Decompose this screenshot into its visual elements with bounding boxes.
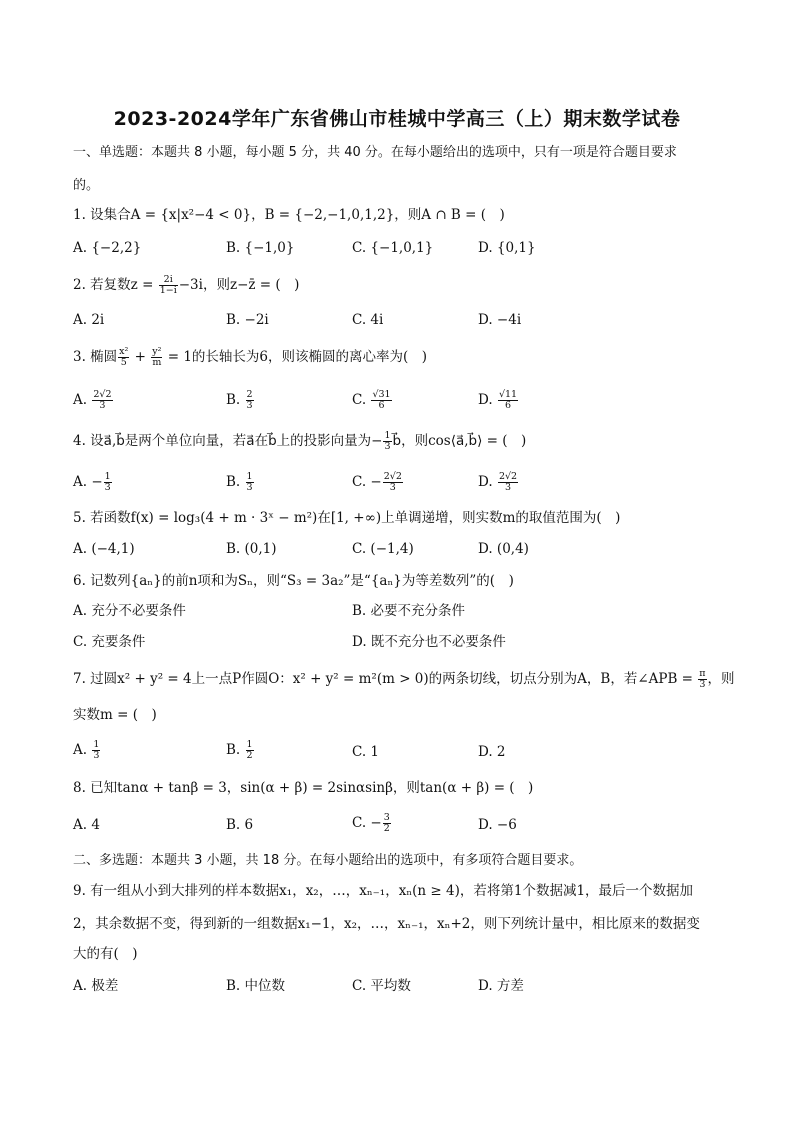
q3-option-c-num: √31 xyxy=(372,389,391,400)
q4-option-b-label: B. xyxy=(226,474,241,490)
q5-option-c: C. (−1,4) xyxy=(352,541,414,557)
section2-heading: 二、多选题：本题共 3 小题，共 18 分。在每小题给出的选项中，有多项符合题目要求。 xyxy=(73,853,583,868)
q3-stem-a: 3. 椭圆 xyxy=(73,349,118,365)
q5-stem: 5. 若函数f(x) = log₃(4 + m · 3ˣ − m²)在[1, +∞)上单调递增，则实数m的取值范围为( ) xyxy=(73,510,621,526)
q8-option-b: B. 6 xyxy=(226,817,254,833)
q8-option-d: D. −6 xyxy=(478,817,517,833)
q8-option-a: A. 4 xyxy=(73,817,100,833)
q1-option-c: C. {−1,0,1} xyxy=(352,240,434,256)
q7-stem-a: 7. 过圆x² + y² = 4上一点P作圆O：x² + y² = m²(m > 0)的两条切线，切点分别为A，B，若∠APB = xyxy=(73,671,698,687)
section1-heading-cont: 的。 xyxy=(73,178,100,193)
q4-option-b xyxy=(226,472,255,493)
q2-option-d: D. −4i xyxy=(478,312,522,328)
q8-option-c-label: C. − xyxy=(352,815,382,831)
q3-stem-b: = 1的长轴长为6，则该椭圆的离心率为( ) xyxy=(163,349,428,365)
q1-stem: 1. 设集合A = {x|x²−4 < 0}，B = {−2,−1,0,1,2}，则A ∩ B = ( ) xyxy=(73,207,505,223)
q3-option-c-frac xyxy=(371,390,391,411)
q7-option-b-den: 2 xyxy=(246,750,253,761)
q4-frac-num: 1 xyxy=(384,430,391,441)
q4-option-c-label: C. − xyxy=(352,474,382,490)
q7-option-b-frac xyxy=(246,740,254,761)
q5-option-d: D. (0,4) xyxy=(478,541,529,557)
q3-option-c-label: C. xyxy=(352,392,367,408)
q4-option-d-den: 3 xyxy=(504,482,512,493)
q4-option-b-num: 1 xyxy=(246,471,253,482)
q6-stem: 6. 记数列{aₙ}的前n项和为Sₙ，则“S₃ = 3a₂”是“{aₙ}为等差数列”的( ) xyxy=(73,573,514,589)
q5-option-b: B. (0,1) xyxy=(226,541,277,557)
q9-option-a: A. 极差 xyxy=(73,978,119,994)
q7-option-a-frac xyxy=(92,740,100,761)
q9-stem-line2: 2，其余数据不变，得到新的一组数据x₁−1，x₂，…，xₙ₋₁，xₙ+2，则下列统计量中，相比原来的数据变 xyxy=(73,916,700,932)
q6-option-d: D. 既不充分也不必要条件 xyxy=(352,634,506,650)
q7-option-a-den: 3 xyxy=(93,750,100,761)
q3-option-a-label: A. xyxy=(73,392,88,408)
q2-option-a: A. 2i xyxy=(73,312,105,328)
q4-stem-b: b⃗，则cos⟨a⃗,b⃗⟩ = ( ) xyxy=(392,433,527,449)
q5-option-a: A. (−4,1) xyxy=(73,541,135,557)
q6-option-a: A. 充分不必要条件 xyxy=(73,603,186,619)
q8-option-c-den: 2 xyxy=(383,823,390,834)
q7-option-b-label: B. xyxy=(226,742,241,758)
q8-option-c-frac xyxy=(383,813,391,834)
q1-option-b: B. {−1,0} xyxy=(226,240,295,256)
q3-option-b-num: 2 xyxy=(246,389,253,400)
q4-option-a-frac xyxy=(104,472,112,493)
q9-stem-line1: 9. 有一组从小到大排列的样本数据x₁，x₂，…，xₙ₋₁，xₙ(n ≥ 4)，若将第1个数据减1，最后一个数据加 xyxy=(73,883,694,899)
q3-plus: + xyxy=(130,349,151,365)
q3-stem xyxy=(73,347,427,368)
q7-frac-num: π xyxy=(699,668,706,679)
q4-option-b-frac xyxy=(246,472,254,493)
q7-option-a-label: A. xyxy=(73,742,88,758)
q3-option-a-frac xyxy=(92,390,112,411)
q4-frac-den: 3 xyxy=(384,441,391,452)
q7-fraction xyxy=(698,669,706,690)
q1-option-a: A. {−2,2} xyxy=(73,240,142,256)
q6-option-b: B. 必要不充分条件 xyxy=(352,603,466,619)
q7-option-a-num: 1 xyxy=(93,739,100,750)
q8-option-c-num: 3 xyxy=(383,812,390,823)
q3-option-d xyxy=(478,390,519,411)
q4-option-a-num: 1 xyxy=(104,471,111,482)
q3-option-c xyxy=(352,390,393,411)
q3-option-a-num: 2√2 xyxy=(93,389,112,400)
q3-option-b-frac xyxy=(246,390,254,411)
q9-option-b: B. 中位数 xyxy=(226,978,286,994)
q7-option-c: C. 1 xyxy=(352,744,380,760)
q3-option-c-den: 6 xyxy=(378,400,385,411)
q4-option-b-den: 3 xyxy=(246,482,253,493)
q7-stem-b: ，则 xyxy=(707,671,735,687)
q4-option-a xyxy=(73,472,113,493)
q2-fraction xyxy=(159,275,178,296)
q4-stem xyxy=(73,431,526,452)
q6-option-c: C. 充要条件 xyxy=(73,634,146,650)
q3-option-b xyxy=(226,390,255,411)
q4-option-d xyxy=(478,472,519,493)
q3-f1-num: x² xyxy=(119,346,129,357)
q3-fraction-x xyxy=(118,347,129,368)
q4-option-a-label: A. − xyxy=(73,474,103,490)
q2-stem xyxy=(73,275,299,296)
q3-option-a xyxy=(73,390,114,411)
q4-option-d-num: 2√2 xyxy=(498,471,518,482)
q4-option-c-den: 3 xyxy=(389,482,396,493)
page-title: 2023-2024学年广东省佛山市桂城中学高三（上）期末数学试卷 xyxy=(113,108,681,130)
q9-option-c: C. 平均数 xyxy=(352,978,411,994)
q7-option-a xyxy=(73,740,101,761)
q4-stem-a: 4. 设a⃗,b⃗是两个单位向量，若a⃗在b⃗上的投影向量为− xyxy=(73,433,383,449)
q8-option-c xyxy=(352,813,392,834)
q4-option-c-frac xyxy=(383,472,403,493)
q3-option-b-den: 3 xyxy=(246,400,253,411)
q3-option-d-frac xyxy=(498,390,518,411)
q4-option-d-frac xyxy=(498,472,518,493)
q7-option-d: D. 2 xyxy=(478,744,506,760)
q7-stem-cont: 实数m = ( ) xyxy=(73,707,157,723)
q3-fraction-y xyxy=(151,347,162,368)
q4-option-a-den: 3 xyxy=(104,482,111,493)
q2-option-c: C. 4i xyxy=(352,312,384,328)
q9-stem-line3: 大的有( ) xyxy=(73,946,138,962)
q7-frac-den: 3 xyxy=(699,679,706,690)
section1-heading: 一、单选题：本题共 8 小题，每小题 5 分，共 40 分。在每小题给出的选项中，只有一项是符合题目要求 xyxy=(73,145,677,160)
q4-option-c-num: 2√2 xyxy=(383,471,402,482)
q7-stem xyxy=(73,669,735,690)
q3-option-d-num: √11 xyxy=(498,389,518,400)
q2-frac-num: 2i xyxy=(159,275,178,286)
q3-option-b-label: B. xyxy=(226,392,241,408)
q2-stem-b: −3i，则z−z̄ = ( ) xyxy=(178,277,300,293)
q9-option-d: D. 方差 xyxy=(478,978,524,994)
q4-option-d-label: D. xyxy=(478,474,493,490)
q2-stem-a: 2. 若复数z = xyxy=(73,277,158,293)
q3-f2-num: y² xyxy=(152,346,162,357)
q7-option-b xyxy=(226,740,255,761)
q3-option-a-den: 3 xyxy=(99,400,106,411)
q7-option-b-num: 1 xyxy=(246,739,253,750)
q3-f1-den: 5 xyxy=(120,357,127,368)
q4-fraction xyxy=(383,431,391,452)
q2-frac-den: 1−i xyxy=(159,285,177,296)
q3-f2-den: m xyxy=(152,357,162,368)
q3-option-d-den: 6 xyxy=(504,400,512,411)
q4-option-c xyxy=(352,472,404,493)
q8-stem: 8. 已知tanα + tanβ = 3，sin(α + β) = 2sinαsinβ，则tan(α + β) = ( ) xyxy=(73,780,534,796)
q2-option-b: B. −2i xyxy=(226,312,269,328)
q1-option-d: D. {0,1} xyxy=(478,240,536,256)
q3-option-d-label: D. xyxy=(478,392,493,408)
